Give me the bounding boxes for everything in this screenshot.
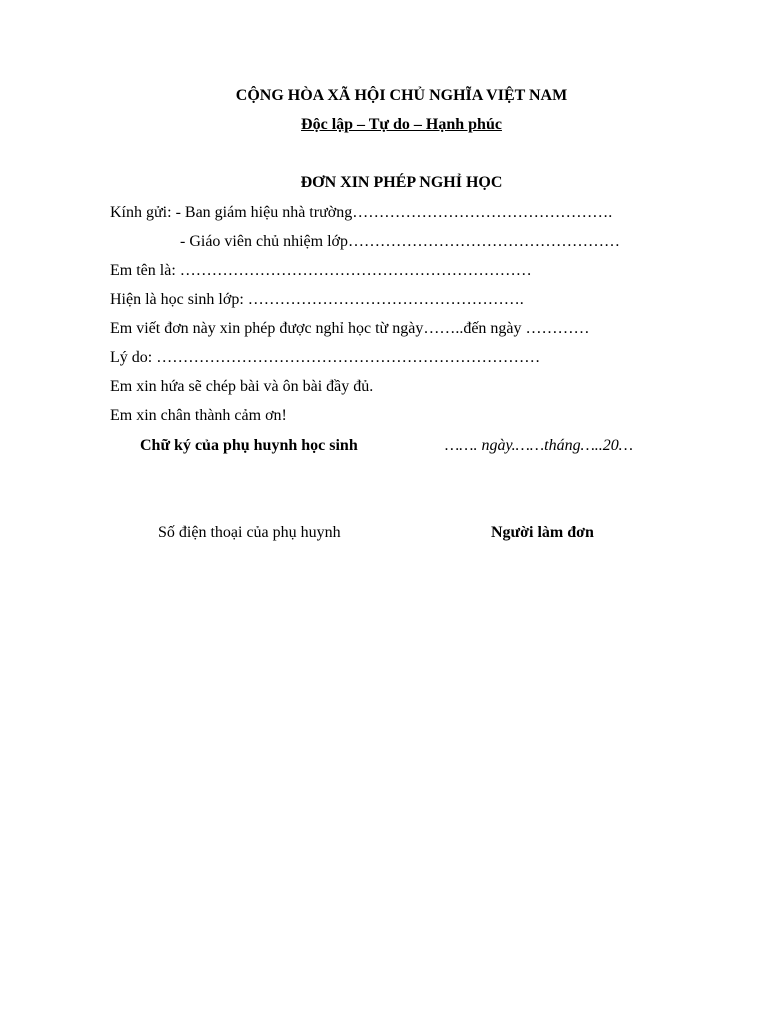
student-class-line: Hiện là học sinh lớp: …………………………………………….: [110, 291, 524, 308]
country-heading: CỘNG HÒA XÃ HỘI CHỦ NGHĨA VIỆT NAM: [235, 87, 568, 104]
student-name-line: Em tên là: …………………………………………………………: [110, 262, 532, 279]
recipient-homeroom-teacher: - Giáo viên chủ nhiệm lớp……………………………………………: [180, 233, 620, 250]
leave-request-line: Em viết đơn này xin phép được nghỉ học từ ngày……..đến ngày …………: [110, 320, 590, 337]
date-line: ……. ngày.……tháng…..20…: [445, 437, 634, 454]
motto-heading: Độc lập – Tự do – Hạnh phúc: [301, 116, 502, 133]
parent-phone-label: Số điện thoại của phụ huynh: [158, 524, 341, 541]
parent-signature-label: Chữ ký của phụ huynh học sinh: [140, 437, 358, 454]
applicant-label: Người làm đơn: [491, 524, 594, 541]
promise-line: Em xin hứa sẽ chép bài và ôn bài đầy đủ.: [110, 378, 374, 395]
document-title: ĐƠN XIN PHÉP NGHỈ HỌC: [300, 174, 503, 191]
recipient-school-board: Kính gửi: - Ban giám hiệu nhà trường………………………………………….: [110, 204, 613, 221]
reason-line: Lý do: ………………………………………………………………: [110, 349, 541, 366]
thanks-line: Em xin chân thành cảm ơn!: [110, 407, 287, 424]
